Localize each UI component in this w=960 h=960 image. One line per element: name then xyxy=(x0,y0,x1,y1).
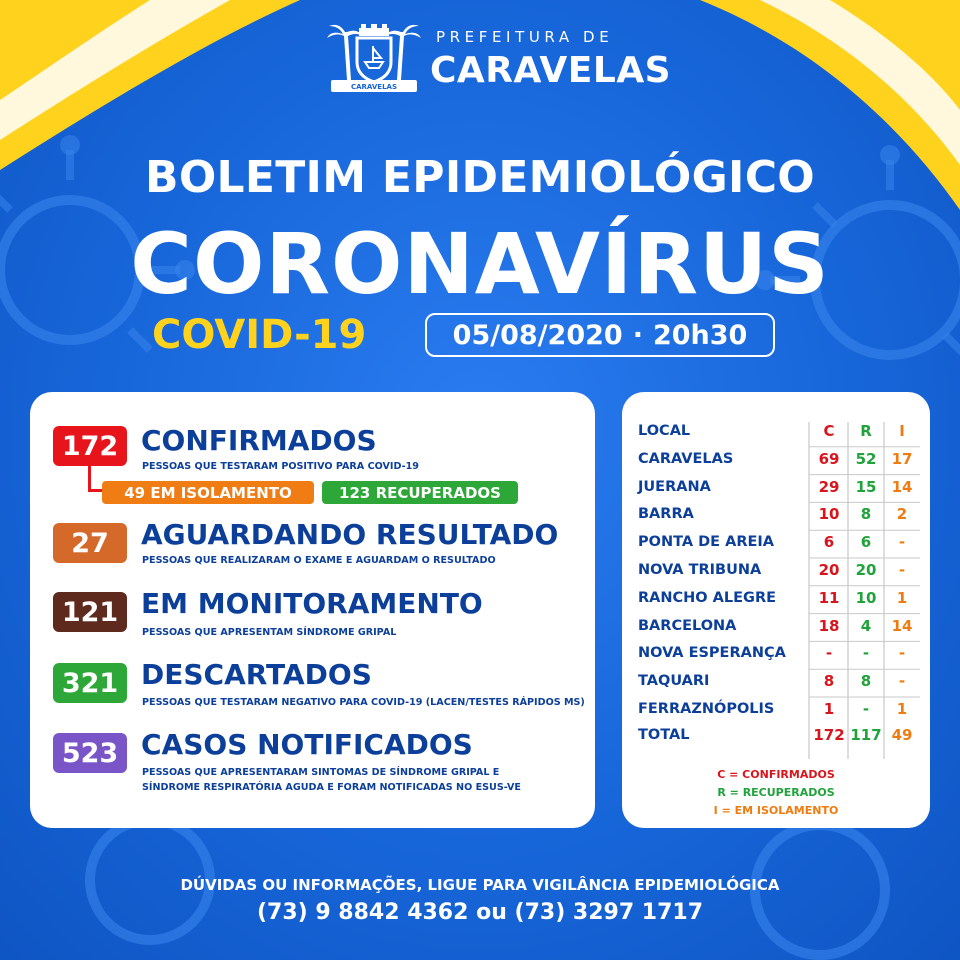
table-row-4-c: 6 xyxy=(823,533,835,552)
table-row-1-c: 69 xyxy=(818,449,840,468)
locality-panel xyxy=(622,392,930,828)
table-total-c: 172 xyxy=(813,725,845,744)
table-row-5-local: NOVA TRIBUNA xyxy=(638,562,762,578)
covid-label: COVID-19 xyxy=(152,312,367,358)
table-row-10-local: FERRAZNÓPOLIS xyxy=(638,701,775,717)
table-header-i: I xyxy=(899,422,905,440)
table-row-2-i: 14 xyxy=(891,477,913,496)
table-row-9-i: - xyxy=(898,672,906,691)
city-name: CARAVELAS xyxy=(430,50,672,91)
table-row-10-i: 1 xyxy=(896,700,908,718)
table-header-local: LOCAL xyxy=(638,423,691,439)
table-row-10-r: - xyxy=(862,700,870,718)
stat-badge-discarded: 321 xyxy=(53,663,127,703)
table-row-9-r: 8 xyxy=(860,672,872,691)
date-separator: · xyxy=(632,319,643,351)
bulletin-title: BOLETIM EPIDEMIOLÓGICO xyxy=(145,152,815,203)
date-time-box xyxy=(425,313,775,357)
virus-title: CORONAVÍRUS xyxy=(130,215,830,313)
table-total-r: 117 xyxy=(850,725,882,744)
table-row-4-i: - xyxy=(898,533,906,552)
stat-desc-notified-line2: SÍNDROME RESPIRATÓRIA AGUDA E FORAM NOTIFICADAS NO ESUS-VE xyxy=(142,782,521,793)
table-row-6-c: 11 xyxy=(818,588,840,607)
table-row-3-c: 10 xyxy=(818,505,840,524)
stat-desc-notified: PESSOAS QUE APRESENTARAM SINTOMAS DE SÍNDROME GRIPAL E xyxy=(142,767,500,778)
table-row-3-r: 8 xyxy=(860,505,872,524)
table-row-1-r: 52 xyxy=(855,449,877,468)
table-row-4-r: 6 xyxy=(860,533,872,552)
table-row-9-c: 8 xyxy=(823,672,835,691)
bulletin-time: 20h30 xyxy=(652,319,748,351)
legend-confirmed: C = CONFIRMADOS xyxy=(717,768,835,781)
stat-title-notified: CASOS NOTIFICADOS xyxy=(141,728,473,761)
stat-desc-monitoring: PESSOAS QUE APRESENTAM SÍNDROME GRIPAL xyxy=(142,627,397,638)
stat-desc-confirmed: PESSOAS QUE TESTARAM POSITIVO PARA COVID-19 xyxy=(142,461,419,472)
table-row-2-r: 15 xyxy=(855,477,877,496)
table-row-3-i: 2 xyxy=(896,505,908,524)
table-row-6-i: 1 xyxy=(896,588,908,607)
stat-title-monitoring: EM MONITORAMENTO xyxy=(141,587,483,620)
stat-title-discarded: DESCARTADOS xyxy=(141,658,372,691)
isolation-pill: 49 EM ISOLAMENTO xyxy=(102,481,314,504)
table-row-8-r: - xyxy=(862,644,870,663)
table-row-3-local: BARRA xyxy=(638,506,694,523)
stat-badge-monitoring: 121 xyxy=(53,592,127,632)
legend-isolation: I = EM ISOLAMENTO xyxy=(713,804,839,817)
table-row-7-i: 14 xyxy=(891,616,913,635)
table-row-9-local: TAQUARI xyxy=(638,673,710,690)
table-row-2-local: JUERANA xyxy=(638,478,711,495)
table-row-8-c: - xyxy=(825,644,833,663)
table-row-2-c: 29 xyxy=(818,477,840,496)
svg-text:CARAVELAS: CARAVELAS xyxy=(350,83,398,91)
table-row-6-local: RANCHO ALEGRE xyxy=(638,589,777,606)
table-header-r: R xyxy=(860,422,872,440)
table-total-local: TOTAL xyxy=(638,726,690,743)
stat-title-confirmed: CONFIRMADOS xyxy=(141,424,377,457)
stat-desc-awaiting: PESSOAS QUE REALIZARAM O EXAME E AGUARDAM O RESULTADO xyxy=(142,555,496,566)
breakdown-connector xyxy=(88,466,102,492)
footer-phones: (73) 9 8842 4362 ou (73) 3297 1717 xyxy=(256,900,704,925)
table-row-7-c: 18 xyxy=(818,616,840,635)
bulletin-date: 05/08/2020 xyxy=(452,319,623,351)
table-row-7-local: BARCELONA xyxy=(638,617,737,634)
locality-table xyxy=(622,392,930,828)
stat-badge-notified: 523 xyxy=(53,733,127,773)
prefeitura-label: PREFEITURA DE xyxy=(436,28,614,46)
table-row-5-r: 20 xyxy=(855,561,877,579)
table-row-6-r: 10 xyxy=(855,588,877,607)
recovered-pill: 123 RECUPERADOS xyxy=(322,481,518,504)
table-row-4-local: PONTA DE AREIA xyxy=(638,534,775,551)
table-row-7-r: 4 xyxy=(860,616,872,635)
table-row-5-i: - xyxy=(898,561,906,579)
stat-title-awaiting: AGUARDANDO RESULTADO xyxy=(141,518,559,551)
table-row-8-i: - xyxy=(898,644,906,663)
table-row-8-local: NOVA ESPERANÇA xyxy=(638,645,786,662)
table-row-1-i: 17 xyxy=(891,449,913,468)
stats-panel xyxy=(30,392,595,828)
legend-recovered: R = RECUPERADOS xyxy=(717,786,835,799)
table-total-i: 49 xyxy=(891,725,913,744)
table-row-5-c: 20 xyxy=(818,561,840,579)
table-row-1-local: CARAVELAS xyxy=(638,450,734,467)
stat-desc-discarded: PESSOAS QUE TESTARAM NEGATIVO PARA COVID-19 (LACEN/TESTES RÁPIDOS MS) xyxy=(142,697,585,708)
table-header-c: C xyxy=(823,422,835,440)
caravelas-crest-icon xyxy=(325,22,423,94)
footer-info: DÚVIDAS OU INFORMAÇÕES, LIGUE PARA VIGILÂNCIA EPIDEMIOLÓGICA xyxy=(180,876,780,894)
table-row-10-c: 1 xyxy=(823,700,835,718)
stat-badge-confirmed: 172 xyxy=(53,426,127,466)
stat-badge-awaiting: 27 xyxy=(53,523,127,563)
